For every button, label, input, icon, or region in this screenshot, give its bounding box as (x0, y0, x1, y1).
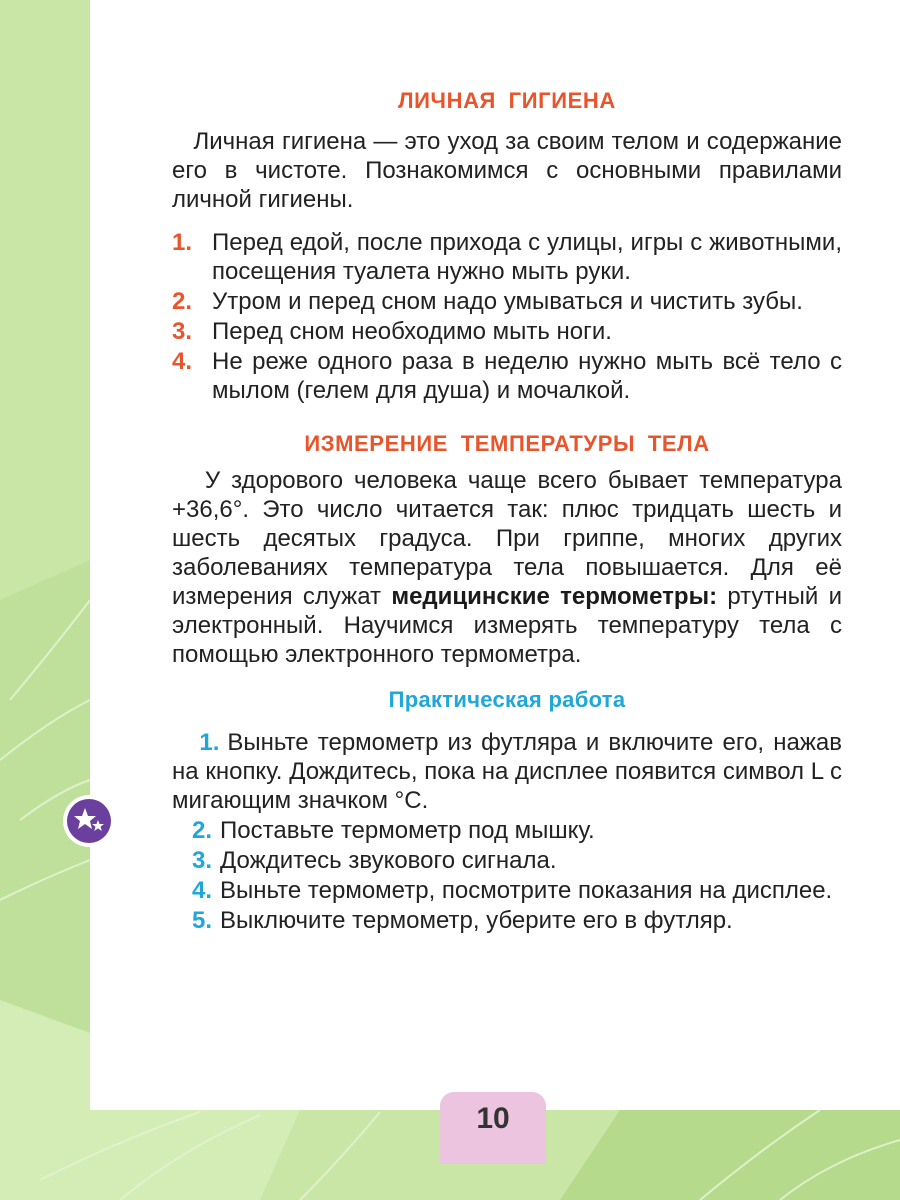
list-item-number: 2. (172, 288, 193, 315)
list-item (172, 347, 842, 405)
list-item-text: Выньте термометр из футляра и включите его, нажав на кнопку. Дождитесь, пока на дисплее появится символ L с мигающим значком °C. (172, 729, 842, 814)
list-item-text: Утром и перед сном надо умываться и чистить зубы. (212, 288, 803, 315)
list-item (172, 876, 842, 905)
hygiene-intro-paragraph (172, 127, 842, 214)
star-badge-icon (62, 794, 116, 848)
temperature-paragraph (172, 466, 842, 669)
list-item-text: Перед едой, после прихода с улицы, игры с животными, посещения туалета нужно мыть руки. (212, 229, 842, 285)
list-item (172, 287, 842, 316)
practice-steps-list (172, 728, 842, 935)
page-number: 10 (440, 1092, 546, 1164)
list-item (172, 728, 842, 815)
list-item-text: Перед сном необходимо мыть ноги. (212, 318, 612, 345)
list-item-text: Выньте термометр, посмотрите показания на дисплее. (220, 877, 833, 904)
list-item-text: Не реже одного раза в неделю нужно мыть всё тело с мылом (гелем для душа) и мочалкой. (212, 348, 842, 404)
hygiene-rules-list (172, 228, 842, 405)
thermometers-term: медицинские термометры: (391, 583, 718, 610)
list-item-text: Поставьте термометр под мышку. (220, 817, 595, 844)
temperature-text-before: У здорового человека чаще всего бывает температура +36,6°. Это число читается так: плюс тридцать шесть и шесть десятых градуса. При гриппе, многих других заболеваниях температура тела повышается. Для её измерения служат (172, 467, 842, 610)
list-item (172, 906, 842, 935)
section-title-temperature: ИЗМЕРЕНИЕ ТЕМПЕРАТУРЫ ТЕЛА (304, 431, 710, 456)
list-item (172, 816, 842, 845)
list-item-number: 2. (192, 817, 213, 844)
list-item-text: Выключите термометр, уберите его в футляр. (220, 907, 733, 934)
list-item-text: Дождитесь звукового сигнала. (220, 847, 557, 874)
list-item-number: 1. (172, 229, 193, 256)
list-item-number: 3. (172, 318, 193, 345)
list-item (172, 846, 842, 875)
list-item-number: 4. (172, 348, 193, 375)
hygiene-intro-text: Личная гигиена — это уход за своим телом и содержание его в чистоте. Познакомимся с основными правилами личной гигиены. (172, 128, 842, 213)
list-item-number: 5. (192, 907, 213, 934)
list-item (172, 228, 842, 286)
temperature-text-after: ртутный и электронный. Научимся измерять температуру тела с помощью электронного термометра. (172, 583, 843, 668)
page-content (172, 80, 842, 936)
list-item-number: 4. (192, 877, 213, 904)
list-item (172, 317, 842, 346)
practice-title: Практическая работа (388, 687, 626, 712)
list-item-number: 1. (199, 729, 220, 756)
section-title-personal-hygiene: ЛИЧНАЯ ГИГИЕНА (398, 88, 616, 113)
list-item-number: 3. (192, 847, 213, 874)
